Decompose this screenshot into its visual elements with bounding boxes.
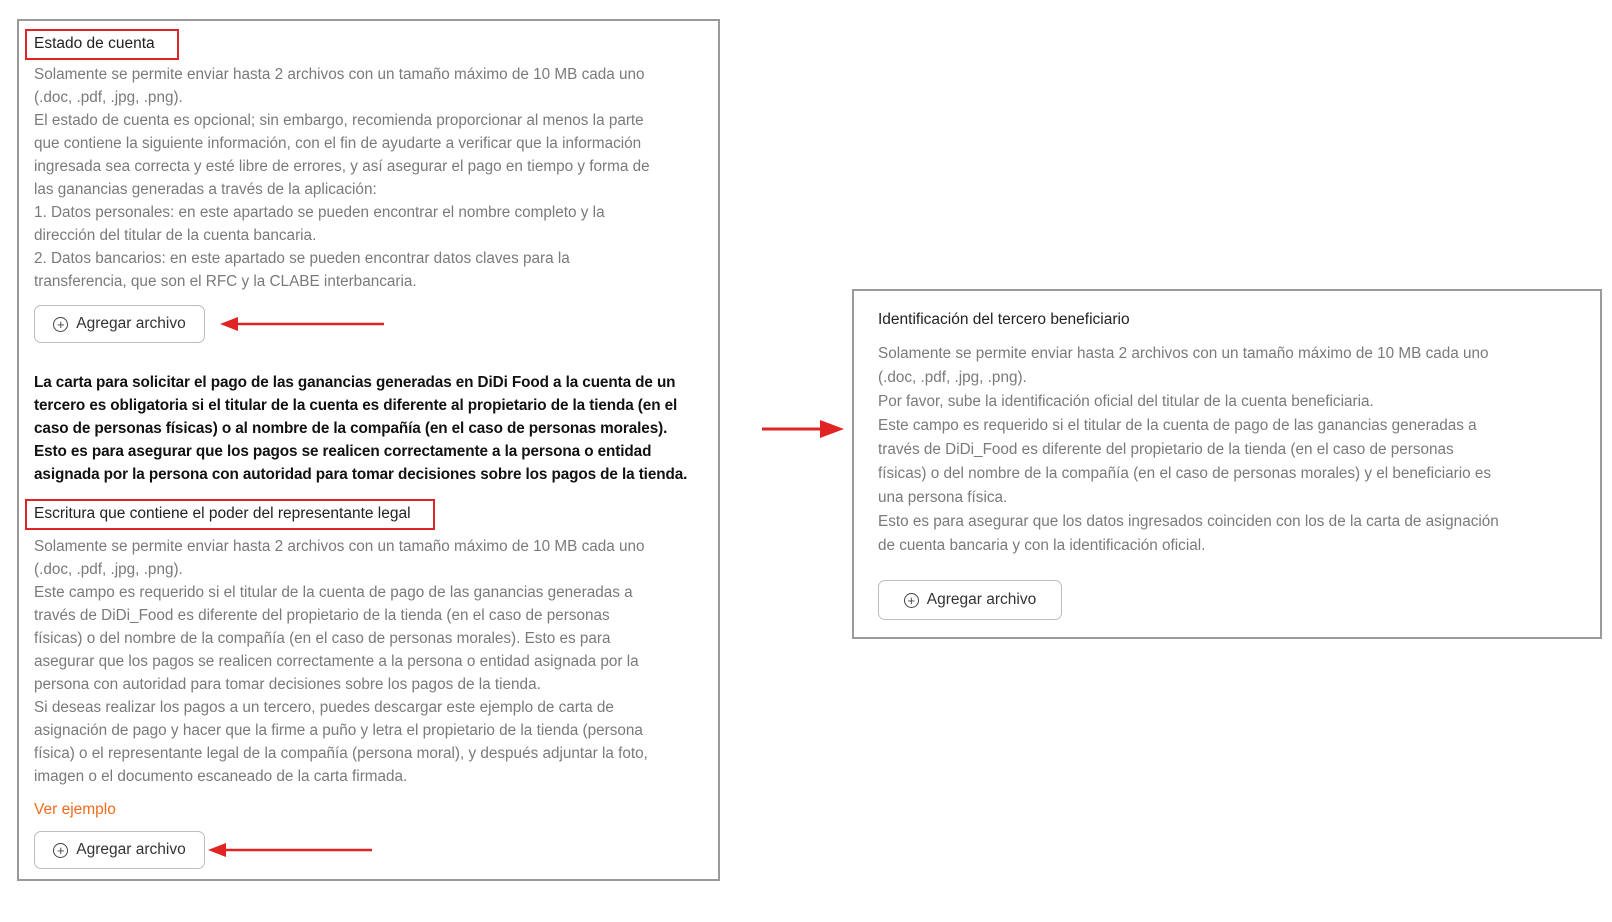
escritura-add-file-button[interactable] [34, 831, 205, 869]
identificacion-line: Solamente se permite enviar hasta 2 archivos con un tamaño máximo de 10 MB cada uno [878, 345, 1489, 362]
red-arrow-icon [220, 314, 388, 334]
identificacion-description [878, 342, 1499, 558]
escritura-description [34, 535, 648, 788]
escritura-line: través de DiDi_Food es diferente del propietario de la tienda (en el caso de personas [34, 607, 610, 624]
identificacion-add-file-button[interactable] [878, 580, 1062, 620]
estado-line: Solamente se permite enviar hasta 2 archivos con un tamaño máximo de 10 MB cada uno [34, 66, 645, 83]
identificacion-line: Por favor, sube la identificación oficial del titular de la cuenta beneficiaria. [878, 393, 1374, 410]
carta-line: La carta para solicitar el pago de las ganancias generadas en DiDi Food a la cuenta de un [34, 374, 676, 391]
estado-line: las ganancias generadas a través de la aplicación: [34, 181, 377, 198]
escritura-line: asegurar que los pagos se realicen correctamente a la persona o entidad asignada por la [34, 653, 639, 670]
escritura-line: (.doc, .pdf, .jpg, .png). [34, 561, 183, 578]
estado-line: transferencia, que son el RFC y la CLABE interbancaria. [34, 273, 417, 290]
carta-line: tercero es obligatoria si el titular de la cuenta es diferente al propietario de la tienda (en el [34, 397, 678, 414]
identificacion-line: de cuenta bancaria y con la identificación oficial. [878, 537, 1206, 554]
estado-line: que contiene la siguiente información, con el fin de ayudarte a verificar que la información [34, 135, 642, 152]
add-file-label: Agregar archivo [926, 591, 1037, 608]
escritura-line: imagen o el documento escaneado de la carta firmada. [34, 768, 408, 785]
plus-circle-icon: + [904, 593, 919, 608]
plus-circle-icon: + [53, 843, 68, 858]
escritura-line: física) o el representante legal de la compañía (persona moral), y después adjuntar la foto, [34, 745, 648, 762]
identificacion-title: Identificación del tercero beneficiario [878, 311, 1130, 328]
identificacion-line: (.doc, .pdf, .jpg, .png). [878, 369, 1027, 386]
estado-title: Estado de cuenta [34, 35, 155, 52]
estado-line: El estado de cuenta es opcional; sin embargo, recomienda proporcionar al menos la parte [34, 112, 644, 129]
estado-add-file-button[interactable] [34, 305, 205, 343]
identificacion-line: físicas) o del nombre de la compañía (en el caso de personas morales) y el beneficiario es [878, 465, 1492, 482]
add-file-label: Agregar archivo [76, 841, 186, 858]
identificacion-line: Este campo es requerido si el titular de la cuenta de pago de las ganancias generadas a [878, 417, 1477, 434]
escritura-line: Solamente se permite enviar hasta 2 archivos con un tamaño máximo de 10 MB cada uno [34, 538, 645, 555]
estado-description [34, 63, 650, 293]
escritura-line: físicas) o del nombre de la compañía (en el caso de personas morales). Esto es para [34, 630, 611, 647]
red-arrow-icon [208, 840, 376, 860]
estado-line: 1. Datos personales: en este apartado se pueden encontrar el nombre completo y la [34, 204, 605, 221]
ver-ejemplo-link[interactable]: Ver ejemplo [34, 801, 116, 818]
escritura-line: persona con autoridad para tomar decisiones sobre los pagos de la tienda. [34, 676, 541, 693]
escritura-line: Si deseas realizar los pagos a un tercero, puedes descargar este ejemplo de carta de [34, 699, 614, 716]
estado-line: ingresada sea correcta y esté libre de errores, y así asegurar el pago en tiempo y forma de [34, 158, 650, 175]
add-file-label: Agregar archivo [76, 315, 186, 332]
carta-line: Esto es para asegurar que los pagos se realicen correctamente a la persona o entidad [34, 443, 652, 460]
identificacion-line: Esto es para asegurar que los datos ingresados coinciden con los de la carta de asignación [878, 513, 1499, 530]
identificacion-line: una persona física. [878, 489, 1008, 506]
estado-line: (.doc, .pdf, .jpg, .png). [34, 89, 183, 106]
carta-line: caso de personas físicas) o al nombre de la compañía (en el caso de personas morales). [34, 420, 668, 437]
carta-note [34, 371, 687, 486]
escritura-title: Escritura que contiene el poder del representante legal [34, 505, 411, 522]
escritura-line: asignación de pago y hacer que la firme a puño y letra el propietario de la tienda (persona [34, 722, 643, 739]
plus-circle-icon: + [53, 317, 68, 332]
identificacion-line: través de DiDi_Food es diferente del propietario de la tienda (en el caso de personas [878, 441, 1454, 458]
carta-line: asignada por la persona con autoridad para tomar decisiones sobre los pagos de la tienda. [34, 466, 688, 483]
red-arrow-icon [762, 417, 844, 441]
escritura-line: Este campo es requerido si el titular de la cuenta de pago de las ganancias generadas a [34, 584, 633, 601]
estado-line: dirección del titular de la cuenta bancaria. [34, 227, 317, 244]
estado-line: 2. Datos bancarios: en este apartado se pueden encontrar datos claves para la [34, 250, 570, 267]
